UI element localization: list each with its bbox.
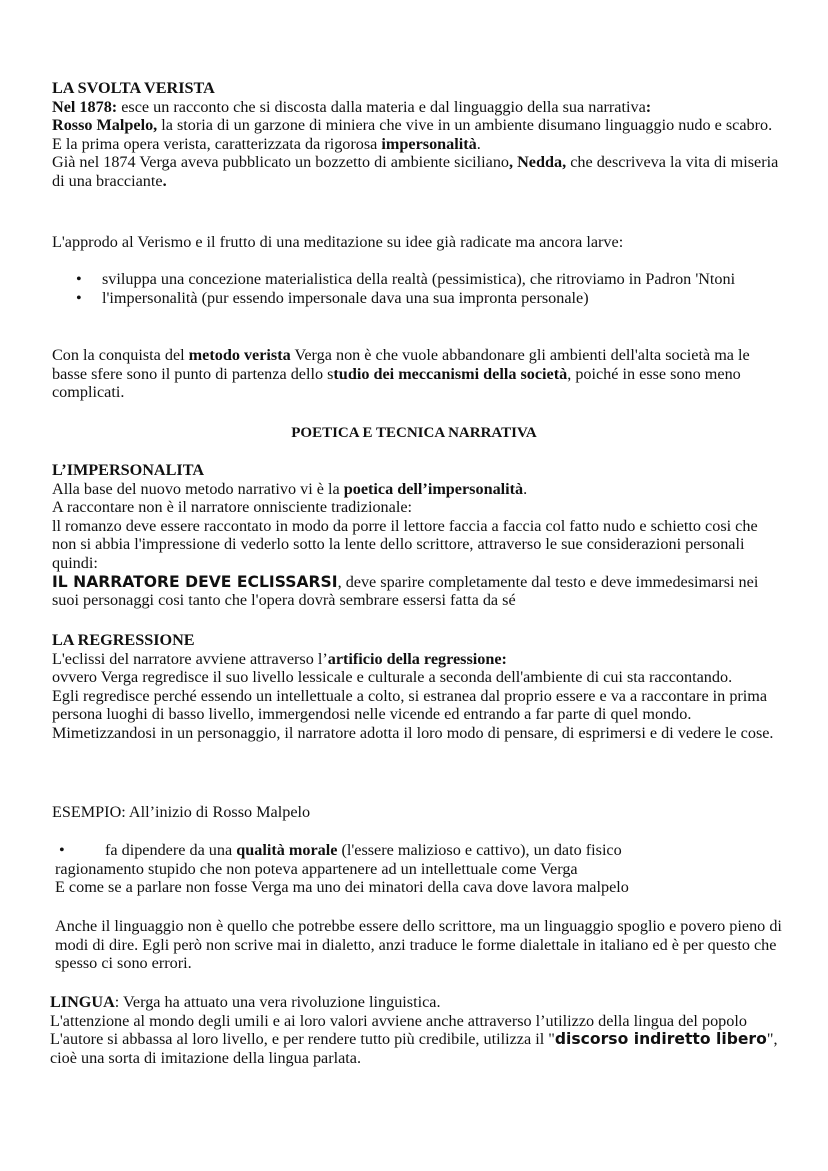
section-lingua (50, 993, 780, 1067)
list-item (52, 270, 782, 289)
text: (l'essere malizioso e cattivo), un dato fisico (337, 841, 622, 859)
text: Con la conquista del (52, 346, 189, 364)
text: L'eclissi del narratore avviene attraverso l’ (52, 649, 328, 668)
bold-text: tudio dei meccanismi della società (333, 364, 568, 383)
list-item-text: l'impersonalità (pur essendo impersonale dava una sua impronta personale) (102, 288, 589, 307)
bold-text: discorso indiretto libero (554, 1030, 767, 1049)
text: la storia di un garzone di miniera che vive in un ambiente disumano linguaggio nudo e scabro. (157, 116, 773, 135)
text: . (476, 134, 481, 153)
section-title: LA REGRESSIONE (52, 631, 195, 649)
centered-heading: POETICA E TECNICA NARRATIVA (291, 425, 537, 441)
text: L'autore si abbassa al loro livello, e per rendere tutto più credibile, utilizza il " (50, 1030, 555, 1049)
section-title: L’IMPERSONALITA (52, 461, 205, 479)
paragraph-approdo (52, 233, 782, 252)
bold-text: metodo verista (188, 346, 291, 364)
bold-text: . (162, 171, 167, 190)
section-impersonalita (52, 461, 782, 610)
bullet-list (52, 270, 782, 307)
paragraph: ragionamento stupido che non poteva appartenere ad un intellettuale come Verga (55, 859, 578, 878)
bullet-icon: • (76, 270, 82, 288)
bold-text: LINGUA (50, 993, 115, 1011)
paragraph (50, 993, 780, 1012)
esempio-label (52, 803, 782, 822)
bold-text: impersonalità (381, 134, 477, 153)
text: esce un racconto che si discosta dalla materia e dal linguaggio della sua narrativa (117, 97, 646, 116)
bullet-icon: • (76, 288, 82, 307)
section-title: LA SVOLTA VERISTA (52, 79, 215, 97)
list-item (52, 289, 782, 308)
bold-text: artificio della regressione: (327, 649, 507, 668)
text: che descriveva la vita di miseria di una bracciante (52, 153, 779, 190)
paragraph: ll romanzo deve essere raccontato in modo da porre il lettore faccia a faccia col fatto nudo e schietto cosi che non si abbia l'impressione di vederlo sotto la lente dello scrittore, attraverso le sue considerazioni personali quindi: (52, 516, 758, 572)
section-svolta-verista (52, 79, 782, 191)
bold-text: Nel 1878: (52, 97, 118, 116)
paragraph (52, 98, 782, 135)
text: , poiché in esse sono meno complicati. (52, 364, 741, 402)
paragraph-linguaggio (55, 917, 783, 973)
paragraph: E come se a parlare non fosse Verga ma uno dei minatori della cava dove lavora malpelo (55, 878, 629, 897)
paragraph-metodo (52, 346, 782, 402)
bold-text: poetica dell’impersonalità (343, 479, 524, 498)
bold-text: IL NARRATORE DEVE ECLISSARSI (52, 572, 338, 591)
list-item (55, 841, 785, 860)
text: ", cioè una sorta di imitazione della lingua parlata. (50, 1030, 778, 1067)
bold-text: qualità morale (236, 841, 338, 859)
text: Alla base del nuovo metodo narrativo vi è la (52, 479, 344, 498)
list-item-text: sviluppa una concezione materialistica della realtà (pessimistica), che ritroviamo in Padron 'Ntoni (102, 270, 736, 288)
paragraph: A raccontare non è il narratore onnisciente tradizionale: (52, 498, 413, 517)
text: Già nel 1874 Verga aveva pubblicato un bozzetto di ambiente siciliano (52, 153, 510, 172)
paragraph: ovvero Verga regredisce il suo livello lessicale e culturale a seconda dell'ambiente di cui sta raccontando. (52, 668, 733, 687)
paragraph (52, 153, 782, 190)
text: : Verga ha attuato una vera rivoluzione linguistica. (114, 993, 441, 1011)
bullet-icon: • (59, 841, 65, 859)
paragraph (52, 135, 782, 154)
text: fa dipendere da una (105, 841, 237, 859)
paragraph: Egli regredisce perché essendo un intellettuale a colto, si estranea dal proprio essere e va a raccontare in prima persona luoghi di basso livello, immergendosi nelle vicende ed entrando a far parte di quel mondo. Mimetizzandosi in un personaggio, il narratore adotta il loro modo di pensare, di esprimersi e di vedere le cose. (52, 686, 774, 742)
paragraph (52, 346, 782, 402)
text: E la prima opera verista, caratterizzata da rigorosa (52, 134, 382, 153)
text: Verga non è che vuole abbandonare gli ambienti dell'alta società ma le basse sfere sono il punto di partenza dello s (52, 346, 750, 383)
section-regressione (52, 631, 782, 743)
paragraph: L'attenzione al mondo degli umili e ai loro valori avviene anche attraverso l’utilizzo della lingua del popolo (50, 1011, 747, 1030)
text: . (523, 479, 528, 498)
paragraph (50, 1030, 780, 1067)
paragraph (52, 573, 782, 610)
bold-text: : (645, 97, 652, 116)
bold-text: Rosso Malpelo, (52, 116, 158, 135)
paragraph (52, 650, 782, 669)
paragraph (52, 480, 782, 499)
text: , deve sparire completamente dal testo e deve immedesimarsi nei suoi personaggi cosi tanto che l'opera dovrà sembrare essersi fatta da sé (52, 572, 759, 610)
paragraph: Anche il linguaggio non è quello che potrebbe essere dello scrittore, ma un linguaggio spoglio e povero pieno di modi di dire. Egli però non scrive mai in dialetto, anzi traduce le forme dialettale in italiano ed è per questo che spesso ci sono errori. (55, 917, 782, 973)
bold-text: , Nedda, (509, 153, 567, 172)
paragraph: L'approdo al Verismo e il frutto di una meditazione su idee già radicate ma ancora larve: (52, 233, 624, 251)
paragraph: ESEMPIO: All’inizio di Rosso Malpelo (52, 803, 311, 821)
esempio-block (55, 841, 785, 897)
